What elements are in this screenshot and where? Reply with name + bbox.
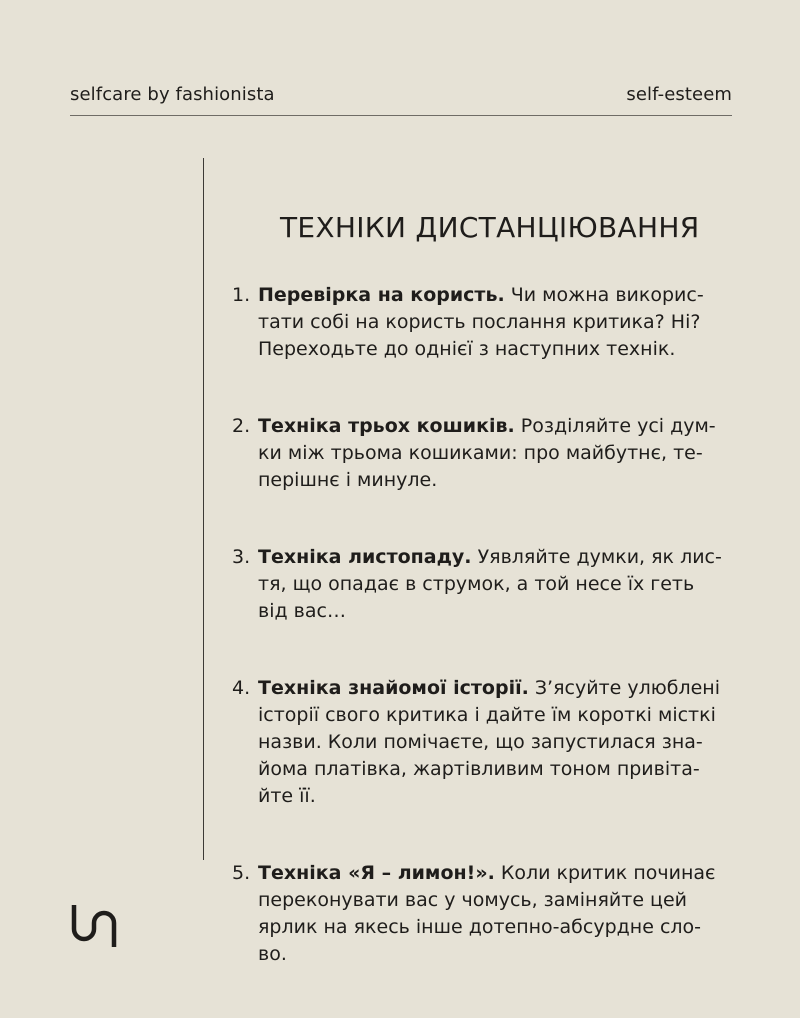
technique-text: Чи можна викорис- — [510, 284, 704, 306]
technique-item — [232, 282, 737, 363]
technique-text: від вас… — [258, 600, 346, 622]
category-label: self-esteem — [626, 84, 732, 105]
page-title: ТЕХНІКИ ДИСТАНЦІЮВАННЯ — [280, 211, 700, 244]
technique-item — [232, 860, 737, 968]
technique-text: тати собі на користь послання критика? Ні? — [258, 311, 701, 333]
technique-text: перішнє і минуле. — [258, 469, 438, 491]
fashionista-logo-icon — [70, 903, 120, 949]
technique-number: 3. — [232, 546, 251, 568]
technique-text: історії свого критика і дайте їм короткі місткі — [258, 704, 716, 726]
technique-name: Перевірка на користь. — [258, 284, 505, 306]
technique-name: Техніка трьох кошиків. — [258, 415, 515, 437]
technique-number: 2. — [232, 415, 251, 437]
vertical-divider — [203, 158, 204, 860]
technique-text: тя, що опадає в струмок, а той несе їх геть — [258, 573, 695, 595]
technique-item — [232, 675, 737, 810]
technique-item — [232, 413, 737, 494]
brand-name: selfcare by fashionista — [70, 84, 275, 105]
technique-name: Техніка «Я – лимон!». — [258, 862, 495, 884]
technique-text: Переходьте до однієї з наступних технік. — [258, 338, 676, 360]
technique-text: переконувати вас у чомусь, заміняйте цей — [258, 889, 688, 911]
technique-text: Уявляйте думки, як лис- — [477, 546, 722, 568]
header — [70, 83, 732, 116]
technique-text: Розділяйте усі дум- — [520, 415, 716, 437]
technique-text: ярлик на якесь інше дотепно-абсурдне сло- — [258, 916, 702, 938]
technique-number: 1. — [232, 284, 251, 306]
technique-text: йте її. — [258, 785, 316, 807]
technique-name: Техніка знайомої історії. — [258, 677, 529, 699]
technique-text: во. — [258, 943, 287, 965]
technique-name: Техніка листопаду. — [258, 546, 472, 568]
technique-item — [232, 544, 737, 625]
technique-number: 4. — [232, 677, 251, 699]
technique-text: назви. Коли помічаєте, що запустилася зна- — [258, 731, 703, 753]
technique-text: йома платівка, жартівливим тоном привіта- — [258, 758, 700, 780]
technique-number: 5. — [232, 862, 251, 884]
technique-text: ки між трьома кошиками: про майбутнє, те- — [258, 442, 703, 464]
techniques-list — [232, 282, 737, 1018]
technique-text: Коли критик починає — [500, 862, 716, 884]
technique-text: З’ясуйте улюблені — [534, 677, 720, 699]
